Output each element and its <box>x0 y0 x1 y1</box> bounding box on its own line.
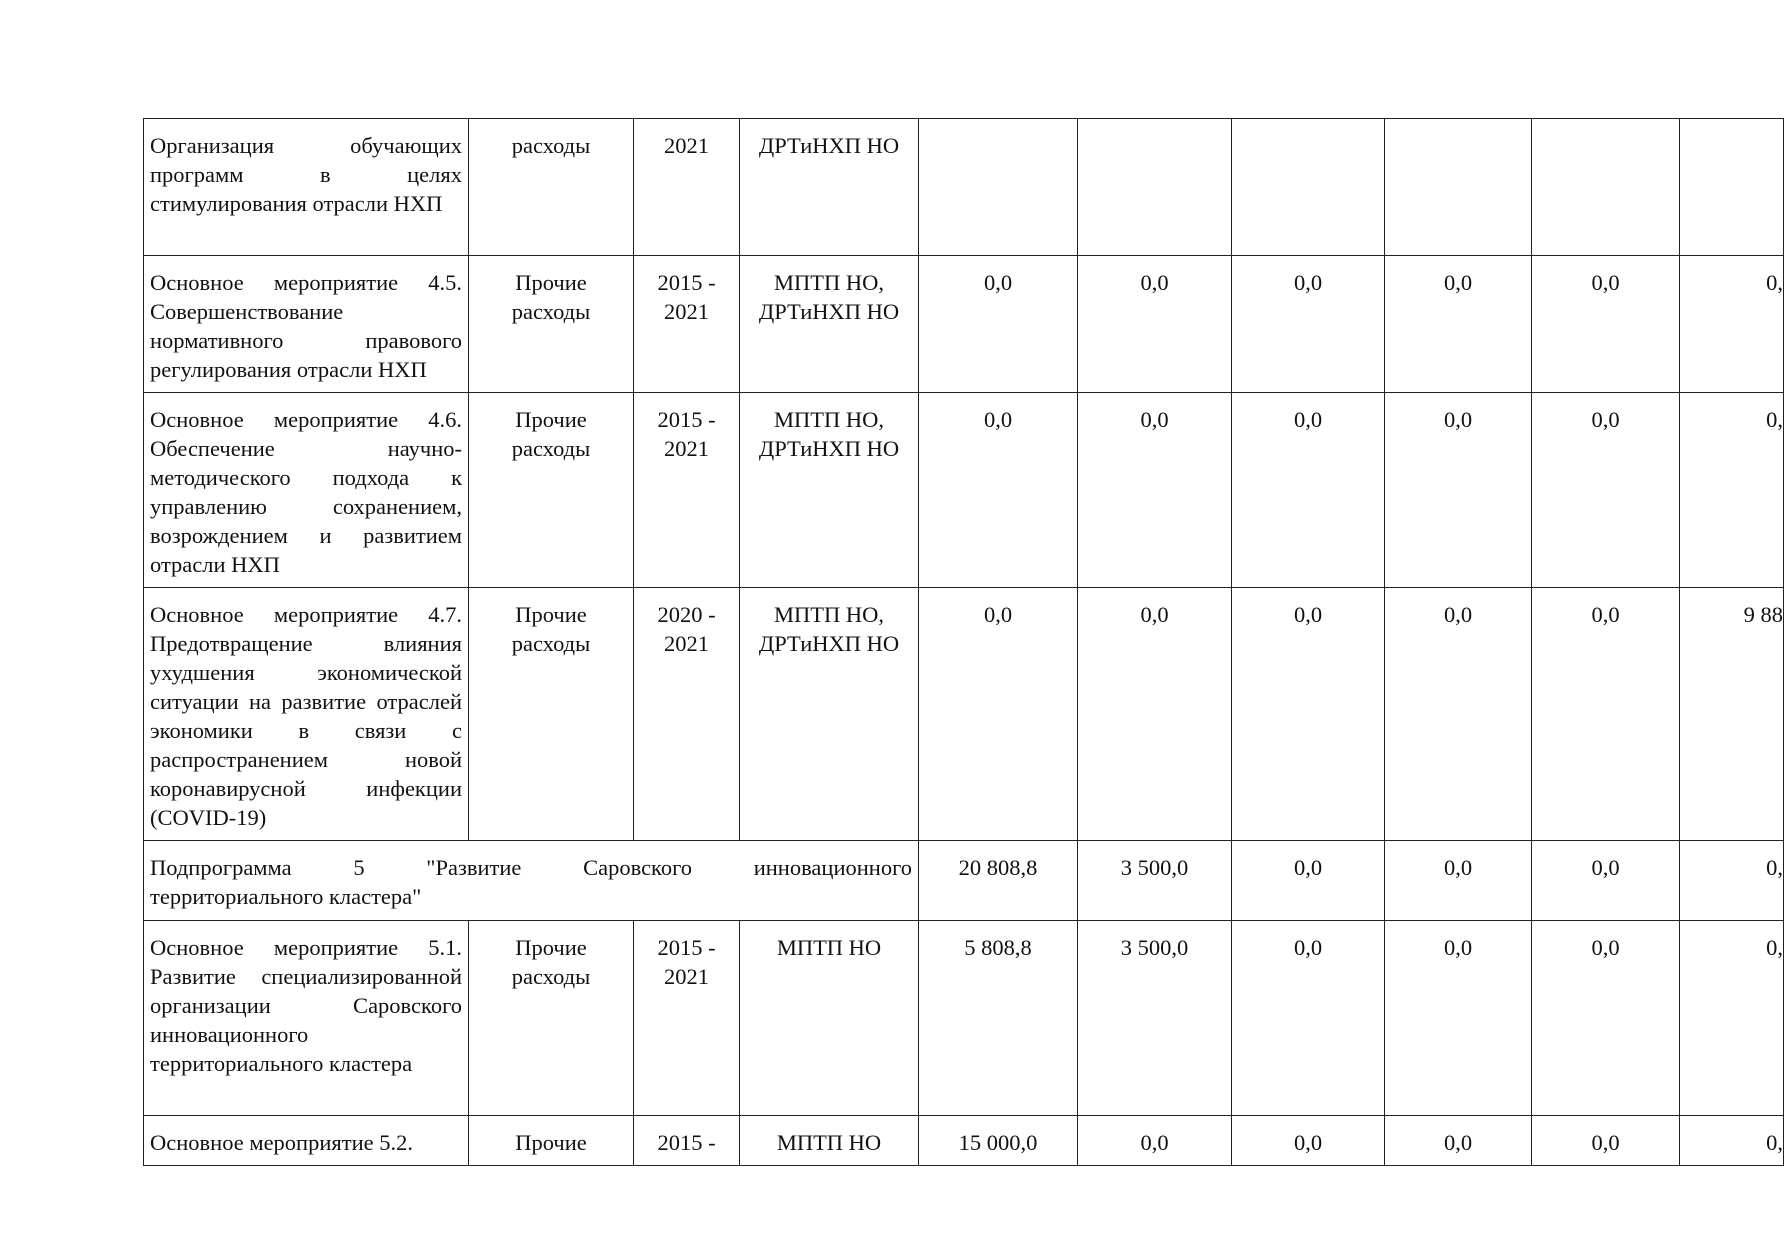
period: 2021 <box>634 119 740 256</box>
period: 2015 - 2021 <box>634 393 740 588</box>
value-cell: 0,0 <box>1385 1116 1532 1166</box>
value-cell <box>1532 119 1680 256</box>
budget-table <box>143 118 1784 1166</box>
executor: МПТП НО, ДРТиНХП НО <box>740 256 919 393</box>
value-cell: 0,0 <box>1078 256 1232 393</box>
table-row <box>144 119 1784 256</box>
value-cell <box>1385 119 1532 256</box>
value-cell: 3 500,0 <box>1078 841 1232 921</box>
measure-name: Основное мероприятие 5.1. Развитие специализированной организации Саровского инновационного территориального кластера <box>144 921 469 1116</box>
value-cell: 0,0 <box>1385 393 1532 588</box>
expense-type: Прочие расходы <box>469 393 634 588</box>
value-cell: 0,0 <box>1532 921 1680 1116</box>
period: 2015 - 2021 <box>634 921 740 1116</box>
value-cell <box>1078 119 1232 256</box>
value-cell: 0, <box>1680 841 1784 921</box>
value-cell: 0,0 <box>1232 393 1385 588</box>
expense-type: Прочие расходы <box>469 256 634 393</box>
value-cell: 0, <box>1680 256 1784 393</box>
value-cell <box>1232 119 1385 256</box>
subprogram-name-line1: Подпрограмма 5 "Развитие Саровского инновационного <box>150 855 912 880</box>
expense-type: Прочие расходы <box>469 921 634 1116</box>
period: 2015 - 2021 <box>634 256 740 393</box>
subprogram-name-line2: территориального кластера" <box>150 884 422 909</box>
value-cell: 0,0 <box>919 256 1078 393</box>
measure-name: Основное мероприятие 4.7. Предотвращение влияния ухудшения экономической ситуации на развитие отраслей экономики в связи с распространением новой коронавирусной инфекции (COVID-19) <box>144 588 469 841</box>
executor: МПТП НО, ДРТиНХП НО <box>740 588 919 841</box>
value-cell: 0,0 <box>1078 588 1232 841</box>
value-cell: 0,0 <box>1532 841 1680 921</box>
executor: МПТП НО, ДРТиНХП НО <box>740 393 919 588</box>
value-cell: 0, <box>1680 393 1784 588</box>
period: 2015 - <box>634 1116 740 1166</box>
value-cell: 0,0 <box>1385 588 1532 841</box>
executor: МПТП НО <box>740 1116 919 1166</box>
expense-type: расходы <box>469 119 634 256</box>
value-cell: 0,0 <box>919 588 1078 841</box>
executor: МПТП НО <box>740 921 919 1116</box>
table-row <box>144 256 1784 393</box>
value-cell: 9 88 <box>1680 588 1784 841</box>
value-cell: 3 500,0 <box>1078 921 1232 1116</box>
value-cell: 20 808,8 <box>919 841 1078 921</box>
table-row <box>144 921 1784 1116</box>
value-cell: 15 000,0 <box>919 1116 1078 1166</box>
value-cell: 0,0 <box>1232 841 1385 921</box>
value-cell: 0,0 <box>1385 921 1532 1116</box>
value-cell: 0,0 <box>1385 841 1532 921</box>
value-cell: 5 808,8 <box>919 921 1078 1116</box>
value-cell: 0,0 <box>919 393 1078 588</box>
table-row <box>144 588 1784 841</box>
subprogram-row <box>144 841 1784 921</box>
value-cell <box>919 119 1078 256</box>
period: 2020 - 2021 <box>634 588 740 841</box>
measure-name: Основное мероприятие 4.6. Обеспечение научно-методического подхода к управлению сохранением, возрождением и развитием отрасли НХП <box>144 393 469 588</box>
value-cell <box>1680 119 1784 256</box>
value-cell: 0,0 <box>1532 1116 1680 1166</box>
value-cell: 0, <box>1680 921 1784 1116</box>
value-cell: 0,0 <box>1232 1116 1385 1166</box>
measure-name: Основное мероприятие 5.2. <box>144 1116 469 1166</box>
value-cell: 0,0 <box>1232 256 1385 393</box>
measure-name: Основное мероприятие 4.5. Совершенствование нормативного правового регулирования отрасли НХП <box>144 256 469 393</box>
expense-type: Прочие <box>469 1116 634 1166</box>
table-row <box>144 1116 1784 1166</box>
value-cell: 0,0 <box>1385 256 1532 393</box>
value-cell: 0,0 <box>1532 256 1680 393</box>
measure-name: Организация обучающих программ в целях стимулирования отрасли НХП <box>144 119 469 256</box>
executor: ДРТиНХП НО <box>740 119 919 256</box>
value-cell: 0,0 <box>1532 393 1680 588</box>
value-cell: 0,0 <box>1078 1116 1232 1166</box>
value-cell: 0,0 <box>1078 393 1232 588</box>
value-cell: 0,0 <box>1532 588 1680 841</box>
expense-type: Прочие расходы <box>469 588 634 841</box>
value-cell: 0, <box>1680 1116 1784 1166</box>
table-row <box>144 393 1784 588</box>
value-cell: 0,0 <box>1232 588 1385 841</box>
subprogram-name <box>144 841 919 921</box>
value-cell: 0,0 <box>1232 921 1385 1116</box>
